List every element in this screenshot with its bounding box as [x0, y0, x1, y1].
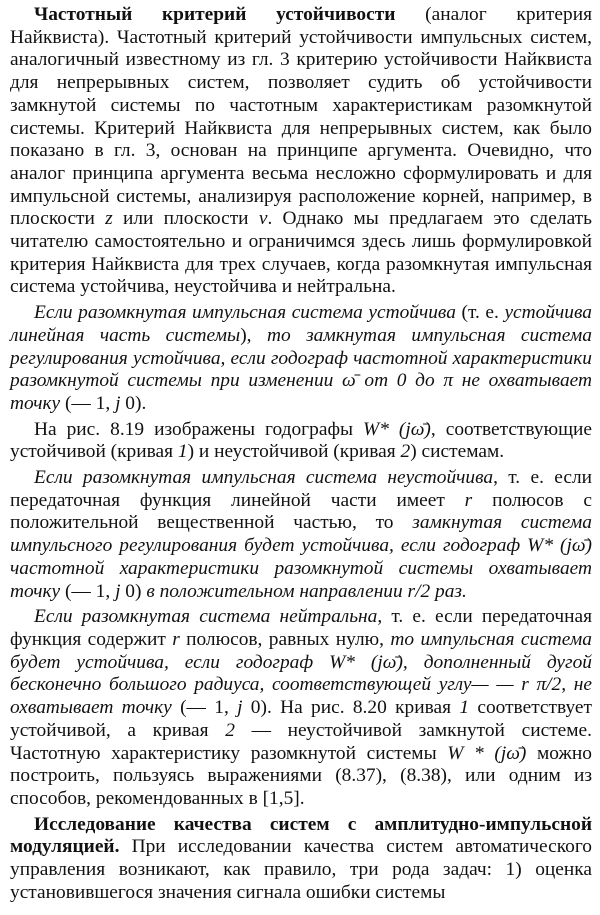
text-run: (— 1,: [171, 697, 238, 719]
text-run: . Однако мы предлагаем это сделать читателю самостоятельно и ограничимся здесь лишь формулировкой критерия Найквиста для трех случаев, когда разомкнутая импульсная система устойчива, неустойчива и нейтральна.: [10, 208, 592, 298]
text-run: (аналог критерия Найквиста). Частотный критерий устойчивости импульсных систем, аналогичный известному из гл. 3 критерию устойчивости Найквиста для непрерывных систем, позволяет судить об устойчивости замкнутой системы по частотным характеристикам разомкнутой системы. Критерий Найквиста для непрерывных систем, как было показано в гл. 3, основан на принципе аргумента. Очевидно, что аналог принципа аргумента весьма несложно сформулировать и для импульсной системы, анализируя расположение корней, например, в плоскости: [10, 4, 592, 230]
text-run: полюсов, равных нулю,: [179, 628, 391, 650]
text-run: На рис. 8.19 изображены годографы: [34, 418, 364, 440]
text-run: ) системам.: [410, 441, 505, 463]
italic-text-run: W * (jω̄): [447, 742, 527, 764]
italic-text-run: Если разомкнутая система нейтральна: [34, 606, 378, 628]
text-run: — неустойчивой замкнутой системе. Частотную характеристику разомкнутой системы: [10, 719, 592, 764]
text-run: 0).: [120, 392, 147, 414]
italic-text-run: W* (jω̄): [363, 418, 431, 440]
text-run: 0): [120, 580, 147, 602]
text-run: ),: [240, 324, 267, 346]
text-run: или плоскости: [112, 208, 259, 230]
italic-text-run: j: [115, 580, 121, 602]
text-run: 0). На рис. 8.20 кривая: [242, 697, 460, 719]
paragraph-stable-case: [10, 302, 592, 416]
paragraph-unstable-case: [10, 467, 592, 603]
italic-text-run: устойчива линейная часть системы: [10, 302, 592, 346]
text-run: (т. е.: [455, 302, 505, 324]
italic-text-run: замкнутая система импульсного регулирования будет устойчива, если годограф W* (jω̄) частотной характеристики разомкнутой системы охватывает точку: [10, 512, 592, 602]
bold-heading-run: Частотный критерий устойчивости: [34, 4, 396, 25]
text-run: (— 1,: [60, 392, 116, 414]
italic-text-run: Если разомкнутая импульсная система неустойчива: [34, 467, 494, 489]
bold-heading-run: Исследование качества систем с амплитудно-импульсной модуляцией.: [10, 813, 592, 858]
italic-text-run: r: [464, 489, 473, 511]
italic-text-run: в положительном направлении r/2 раз.: [146, 580, 467, 602]
italic-text-run: j: [237, 697, 243, 719]
text-run: полюсов с положительной вещественной частью, то: [10, 489, 592, 534]
text-run: , т. е. если передаточная функция содержит: [10, 606, 592, 650]
italic-text-run: то импульсная система будет устойчива, если годограф W* (jω̄), дополненный дугой бесконечно большого радиуса, соответствующей углу— — r π/2, не охватывает точку: [10, 628, 592, 719]
italic-text-run: r: [172, 628, 180, 650]
paragraph-quality-analysis: [10, 814, 592, 905]
italic-text-run: j: [115, 392, 121, 414]
italic-text-run: z: [105, 208, 113, 230]
text-run: соответствует устойчивой, а кривая: [10, 697, 593, 741]
italic-text-run: 1: [459, 697, 470, 719]
text-run: , соответствующие устойчивой (кривая: [10, 418, 592, 463]
italic-text-run: то замкнутая импульсная система регулирования устойчива, если годограф частотной характеристики разомкнутой системы при изменении ω̄ от 0 до π не охватывает точку: [10, 324, 593, 414]
paragraph-neutral-case: [10, 606, 592, 810]
italic-text-run: Если разомкнутая импульсная система устойчива: [34, 302, 456, 324]
italic-text-run: 1: [177, 441, 188, 463]
italic-text-run: 2: [225, 719, 235, 741]
italic-text-run: 2: [400, 441, 411, 463]
text-run: можно построить, пользуясь выражениями (8.37), (8.38), или одним из способов, рекомендованных в [1,5].: [10, 742, 592, 809]
italic-text-run: v: [258, 208, 268, 230]
text-run: ) и неустойчивой (кривая: [187, 441, 401, 463]
paragraph-figure-8-19: [10, 419, 592, 464]
text-run: При исследовании качества систем автоматического управления возникают, как правило, три рода задач: 1) оценка установившегося значения сигнала ошибки системы: [10, 836, 592, 903]
text-run: (— 1,: [60, 580, 116, 602]
paragraph-frequency-criterion: [10, 4, 592, 299]
text-run: , т. е. если передаточная функция линейной части имеет: [10, 467, 592, 511]
